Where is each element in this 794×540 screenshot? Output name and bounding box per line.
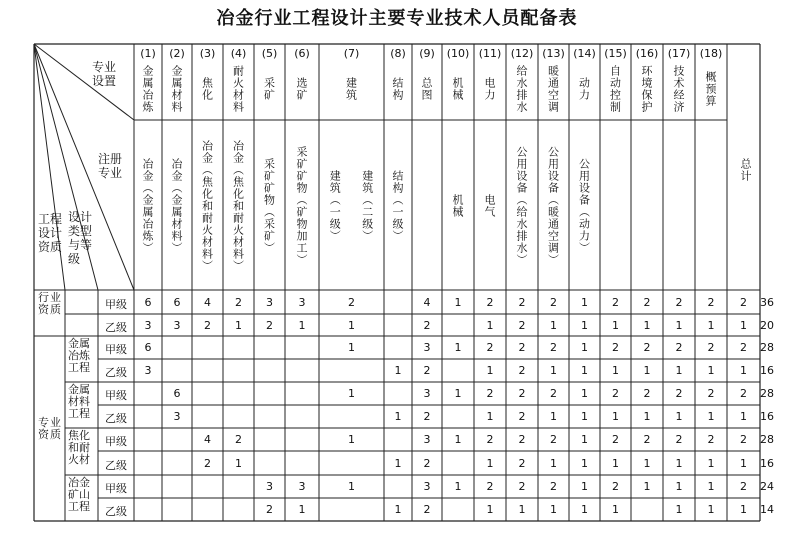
table-cell: 1 — [675, 318, 683, 332]
column-number: (2) — [169, 47, 185, 60]
group-name: 专业资质 — [38, 415, 62, 441]
table-cell: 2 — [518, 480, 526, 493]
table-cell: 1 — [612, 410, 619, 423]
table-cell: 2 — [675, 341, 683, 354]
table-cell: 1 — [394, 410, 402, 423]
table-cell: 1 — [740, 364, 747, 377]
table-cell: 1 — [581, 341, 588, 354]
table-cell: 2 — [740, 387, 747, 400]
page-title: 冶金行业工程设计主要专业技术人员配备表 — [216, 8, 578, 29]
table-cell: 1 — [298, 503, 306, 516]
column-number: (14) — [573, 47, 596, 60]
table-cell: 2 — [423, 456, 431, 470]
table-cell: 2 — [204, 456, 211, 470]
table-cell: 2 — [550, 341, 557, 354]
column-number: (9) — [419, 47, 435, 60]
table-cell: 1 — [675, 503, 683, 516]
table-cell: 2 — [740, 480, 747, 493]
column-number: (11) — [478, 47, 502, 60]
total-header: 总计 — [739, 158, 752, 182]
table-cell: 2 — [518, 410, 526, 423]
table-cell: 2 — [518, 433, 526, 446]
column-name: 动力 — [577, 77, 591, 101]
table-cell: 1 — [550, 456, 557, 470]
table-cell: 28 — [760, 387, 774, 400]
registered-specialty: 采矿矿物（采矿） — [262, 158, 276, 254]
column-name: 耐火材料 — [231, 65, 245, 113]
grade-label: 甲级 — [105, 343, 127, 356]
table-cell: 1 — [394, 364, 402, 377]
table-cell: 1 — [454, 341, 462, 354]
table-cell: 2 — [643, 295, 651, 309]
table-cell: 2 — [740, 341, 747, 354]
registered-specialty: 电气 — [483, 194, 496, 218]
table-cell: 2 — [643, 433, 651, 446]
grade-label: 乙级 — [105, 412, 127, 425]
table-cell: 2 — [423, 318, 431, 332]
table-cell: 1 — [581, 410, 588, 423]
table-cell: 1 — [581, 456, 588, 470]
table-cell: 28 — [760, 341, 774, 354]
table-cell: 2 — [675, 387, 683, 400]
registered-specialty: 采矿矿物（矿物加工） — [295, 146, 308, 266]
column-number: (8) — [390, 47, 406, 60]
corner-specialty-setting: 专业设置 — [92, 60, 117, 88]
column-name: 暖通空调 — [546, 65, 560, 113]
registered-specialty: 公用设备（给水排水） — [515, 146, 528, 266]
table-cell: 1 — [581, 295, 588, 309]
table-cell: 4 — [204, 433, 211, 446]
column-number: (6) — [294, 47, 310, 60]
column-name: 给水排水 — [515, 65, 528, 113]
table-cell: 2 — [707, 295, 715, 309]
table-cell: 2 — [518, 318, 526, 332]
table-cell: 1 — [581, 318, 588, 332]
table-cell: 1 — [581, 480, 588, 493]
table-cell: 20 — [760, 318, 774, 332]
table-cell: 1 — [550, 318, 557, 332]
table-cell: 1 — [675, 364, 683, 377]
table-cell: 1 — [348, 387, 355, 400]
grade-label: 乙级 — [105, 320, 127, 334]
table-cell: 6 — [173, 387, 181, 400]
table-cell: 3 — [423, 387, 431, 400]
table-cell: 2 — [423, 364, 431, 377]
registered-specialty: 建筑（一级） — [328, 170, 342, 242]
table-cell: 3 — [298, 480, 306, 493]
column-number: (18) — [699, 47, 723, 60]
table-cell: 3 — [423, 480, 431, 493]
registered-specialty: 建筑（二级） — [360, 170, 374, 242]
table-cell: 2 — [675, 295, 683, 309]
column-name: 环境保护 — [640, 65, 653, 113]
table-cell: 36 — [760, 295, 774, 309]
table-cell: 2 — [423, 503, 431, 516]
table-cell: 3 — [173, 410, 181, 423]
table-cell: 1 — [550, 503, 557, 516]
table-cell: 2 — [612, 433, 619, 446]
column-number: (16) — [635, 47, 659, 60]
table-cell: 1 — [454, 433, 462, 446]
table-cell: 1 — [612, 318, 619, 332]
table-cell: 1 — [581, 387, 588, 400]
table-cell: 2 — [518, 295, 526, 309]
table-cell: 1 — [298, 318, 306, 332]
table-cell: 1 — [348, 480, 355, 493]
table-cell: 1 — [348, 318, 355, 332]
column-name: 总图 — [420, 77, 433, 101]
registered-specialty: 冶金（焦化和耐火材料） — [231, 140, 245, 272]
table-cell: 1 — [454, 295, 462, 309]
table-cell: 2 — [550, 480, 557, 493]
table-cell: 2 — [518, 364, 526, 377]
table-cell: 1 — [486, 410, 494, 423]
column-name: 金属冶炼 — [141, 65, 154, 113]
table-cell: 1 — [740, 456, 747, 470]
column-name: 焦化 — [200, 77, 214, 101]
table-cell: 2 — [550, 295, 557, 309]
column-name: 建筑 — [344, 77, 358, 101]
table-cell: 3 — [173, 318, 181, 332]
table-cell: 4 — [204, 295, 211, 309]
table-cell: 2 — [423, 410, 431, 423]
registered-specialty: 公用设备（动力） — [577, 158, 591, 254]
table-cell: 2 — [486, 480, 494, 493]
table-cell: 6 — [144, 295, 152, 309]
table-cell: 1 — [518, 503, 526, 516]
table-cell: 2 — [204, 318, 211, 332]
table-cell: 1 — [643, 364, 651, 377]
table-cell: 1 — [643, 318, 651, 332]
grade-label: 甲级 — [105, 435, 127, 448]
table-cell: 1 — [581, 364, 588, 377]
grade-label: 甲级 — [105, 389, 127, 402]
table-cell: 4 — [423, 295, 431, 309]
table-cell: 14 — [760, 503, 774, 516]
table-cell: 2 — [518, 387, 526, 400]
column-number: (13) — [542, 47, 565, 60]
table-cell: 1 — [612, 503, 619, 516]
registered-specialty: 公用设备（暖通空调） — [546, 146, 560, 266]
table-cell: 2 — [612, 480, 619, 493]
column-number: (10) — [446, 47, 470, 60]
corner-registered-specialty: 注册专业 — [98, 152, 123, 180]
table-cell: 1 — [581, 433, 588, 446]
table-cell: 3 — [144, 364, 152, 377]
column-number: (4) — [230, 47, 247, 60]
grade-label: 乙级 — [105, 505, 127, 518]
table-cell: 2 — [348, 295, 355, 309]
table-cell: 2 — [612, 295, 619, 309]
column-number: (5) — [261, 47, 278, 60]
table-cell: 2 — [235, 295, 242, 309]
registered-specialty: 结构（一级） — [391, 170, 404, 242]
table-cell: 1 — [740, 410, 747, 423]
table-cell: 1 — [486, 503, 494, 516]
table-cell: 1 — [550, 410, 557, 423]
grade-label: 乙级 — [105, 366, 127, 379]
table-cell: 28 — [760, 433, 774, 446]
table-cell: 1 — [486, 318, 494, 332]
table-cell: 6 — [173, 295, 181, 309]
column-name: 自动控制 — [608, 65, 622, 113]
table-cell: 24 — [760, 480, 774, 493]
table-cell: 1 — [612, 364, 619, 377]
table-cell: 1 — [707, 456, 715, 470]
table-cell: 1 — [612, 456, 619, 470]
grade-label: 乙级 — [105, 458, 127, 472]
table-cell: 1 — [394, 503, 402, 516]
table-cell: 3 — [266, 480, 273, 493]
column-number: (15) — [604, 47, 627, 60]
table-cell: 3 — [144, 318, 152, 332]
table-cell: 2 — [486, 341, 494, 354]
table-cell: 1 — [675, 456, 683, 470]
registered-specialty: 冶金（金属冶炼） — [141, 158, 154, 254]
column-name: 电力 — [483, 77, 496, 101]
group-name: 行业资质 — [38, 291, 62, 316]
table-cell: 2 — [707, 433, 715, 446]
table-cell: 2 — [550, 387, 557, 400]
column-number: (12) — [510, 47, 534, 60]
table-cell: 1 — [454, 387, 462, 400]
table-cell: 16 — [760, 364, 774, 377]
table-cell: 1 — [486, 456, 494, 470]
table-cell: 2 — [740, 433, 747, 446]
table-cell: 3 — [298, 295, 306, 309]
table-cell: 1 — [643, 456, 651, 470]
subcategory-name: 冶金矿山工程 — [68, 476, 90, 513]
column-number: (17) — [667, 47, 691, 60]
table-cell: 2 — [486, 387, 494, 400]
table-cell: 2 — [518, 456, 526, 470]
table-cell: 1 — [643, 410, 651, 423]
grade-label: 甲级 — [105, 297, 127, 311]
table-cell: 1 — [675, 480, 683, 493]
table-cell: 1 — [348, 433, 355, 446]
table-cell: 6 — [144, 341, 152, 354]
table-cell: 1 — [740, 318, 747, 332]
table-cell: 2 — [612, 341, 619, 354]
column-name: 技术经济 — [672, 65, 685, 113]
table-cell: 1 — [550, 364, 557, 377]
table-cell: 2 — [518, 341, 526, 354]
column-name: 机械 — [451, 77, 464, 101]
subcategory-name: 焦化和耐火材 — [68, 429, 90, 466]
table-cell: 2 — [675, 433, 683, 446]
corner-qualification: 工程设计资质 — [38, 212, 63, 254]
registered-specialty: 冶金（金属材料） — [170, 158, 183, 254]
column-name: 采矿 — [262, 77, 276, 101]
table-cell: 3 — [423, 341, 431, 354]
table-cell: 3 — [266, 295, 273, 309]
table-cell: 2 — [486, 295, 494, 309]
table-cell: 2 — [486, 433, 494, 446]
table-cell: 2 — [740, 295, 747, 309]
column-name: 金属材料 — [170, 65, 183, 113]
table-cell: 2 — [707, 341, 715, 354]
table-cell: 2 — [707, 387, 715, 400]
table-cell: 1 — [581, 503, 588, 516]
table-cell: 2 — [612, 387, 619, 400]
table-cell: 2 — [266, 503, 273, 516]
table-cell: 1 — [707, 364, 715, 377]
table-cell: 2 — [643, 387, 651, 400]
table-cell: 2 — [266, 318, 273, 332]
table-cell: 1 — [675, 410, 683, 423]
table-cell: 16 — [760, 410, 774, 423]
table-cell: 1 — [707, 503, 715, 516]
table-cell: 1 — [394, 456, 402, 470]
column-number: (1) — [140, 47, 156, 60]
table-cell: 2 — [235, 433, 242, 446]
table-cell: 1 — [235, 318, 242, 332]
table-cell: 1 — [348, 341, 355, 354]
registered-specialty: 冶金（焦化和耐火材料） — [200, 140, 214, 272]
table-cell: 1 — [707, 480, 715, 493]
table-cell: 3 — [423, 433, 431, 446]
table-cell: 16 — [760, 456, 774, 470]
subcategory-name: 金属材料工程 — [68, 383, 90, 420]
table-cell: 1 — [707, 318, 715, 332]
table-cell: 1 — [707, 410, 715, 423]
table-cell: 1 — [486, 364, 494, 377]
column-number: (7) — [343, 47, 360, 60]
registered-specialty: 机械 — [451, 194, 464, 218]
subcategory-name: 金属冶炼工程 — [68, 337, 90, 374]
table-cell: 1 — [740, 503, 747, 516]
table-cell: 1 — [454, 480, 462, 493]
table-cell: 2 — [643, 341, 651, 354]
column-number: (3) — [199, 47, 216, 60]
corner-design-type: 设计类型与等级 — [68, 210, 93, 266]
column-name: 选矿 — [295, 77, 308, 101]
column-name: 概预算 — [704, 71, 717, 107]
column-name: 结构 — [391, 77, 404, 101]
grade-label: 甲级 — [105, 482, 127, 495]
table-cell: 1 — [235, 456, 242, 470]
table-cell: 2 — [550, 433, 557, 446]
table-cell: 1 — [643, 480, 651, 493]
